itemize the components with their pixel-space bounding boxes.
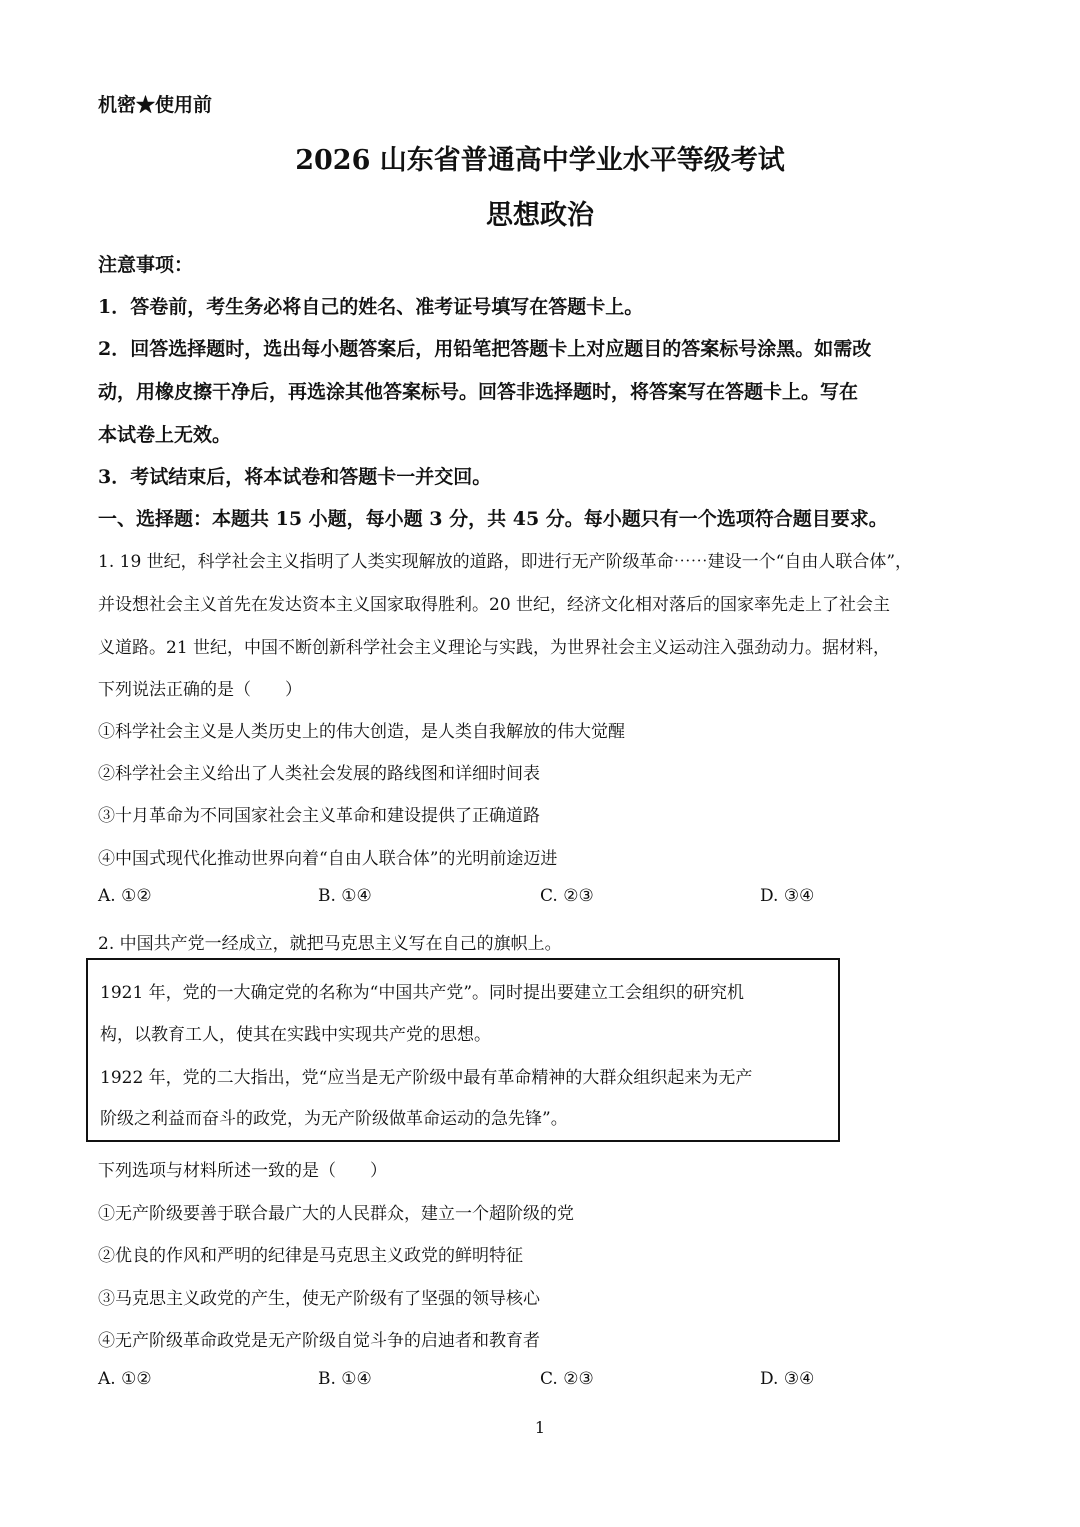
q1-statement-3: ③十月革命为不同国家社会主义革命和建设提供了正确道路 (98, 806, 540, 826)
section-heading: 一、选择题：本题共 15 小题，每小题 3 分，共 45 分。每小题只有一个选项符合题目要求。 (98, 508, 888, 530)
q2-stem: 2. 中国共产党一经成立，就把马克思主义写在自己的旗帜上。 (98, 934, 562, 954)
q1-statement-4: ④中国式现代化推动世界向着“自由人联合体”的光明前途迈进 (98, 849, 558, 869)
q2-question: 下列选项与材料所述一致的是（ ） (98, 1161, 387, 1181)
notice-item-1: 1．答卷前，考生务必将自己的姓名、准考证号填写在答题卡上。 (98, 296, 644, 318)
subject-title: 思想政治 (486, 200, 594, 231)
q2-material-line-2: 构，以教育工人，使其在实践中实现共产党的思想。 (100, 1025, 491, 1045)
notice-item-2-line-3: 本试卷上无效。 (98, 424, 232, 446)
q1-stem-line-2: 并设想社会主义首先在发达资本主义国家取得胜利。20 世纪，经济文化相对落后的国家率先走上了社会主 (98, 595, 891, 615)
q2-option-b: B. ①④ (318, 1369, 372, 1389)
q1-question: 下列说法正确的是（ ） (98, 680, 302, 700)
q2-material-line-4: 阶级之利益而奋斗的政党，为无产阶级做革命运动的急先锋”。 (100, 1109, 568, 1129)
q1-option-d: D. ③④ (760, 886, 815, 906)
q2-material-line-3: 1922 年，党的二大指出，党“应当是无产阶级中最有革命精神的大群众组织起来为无产 (100, 1068, 753, 1088)
notice-item-3: 3．考试结束后，将本试卷和答题卡一并交回。 (98, 466, 492, 488)
q2-option-a: A. ①② (98, 1369, 152, 1389)
q1-option-b: B. ①④ (318, 886, 372, 906)
q2-statement-1: ①无产阶级要善于联合最广大的人民群众，建立一个超阶级的党 (98, 1204, 574, 1224)
notice-item-2-line-1: 2．回答选择题时，选出每小题答案后，用铅笔把答题卡上对应题目的答案标号涂黑。如需改 (98, 338, 872, 360)
q2-option-d: D. ③④ (760, 1369, 815, 1389)
q1-stem-line-3: 义道路。21 世纪，中国不断创新科学社会主义理论与实践，为世界社会主义运动注入强劲动力。据材料， (98, 638, 891, 658)
q2-material-box (86, 958, 840, 1142)
q1-option-c: C. ②③ (540, 886, 594, 906)
q2-statement-2: ②优良的作风和严明的纪律是马克思主义政党的鲜明特征 (98, 1246, 523, 1266)
q1-stem-line-1: 1. 19 世纪，科学社会主义指明了人类实现解放的道路，即进行无产阶级革命⋯⋯建设一个“自由人联合体”， (98, 552, 913, 572)
q2-statement-4: ④无产阶级革命政党是无产阶级自觉斗争的启迪者和教育者 (98, 1331, 540, 1351)
q2-option-c: C. ②③ (540, 1369, 594, 1389)
q1-statement-1: ①科学社会主义是人类历史上的伟大创造，是人类自我解放的伟大觉醒 (98, 722, 625, 742)
exam-title: 2026 山东省普通高中学业水平等级考试 (295, 145, 785, 176)
q1-option-a: A. ①② (98, 886, 152, 906)
q1-statement-2: ②科学社会主义给出了人类社会发展的路线图和详细时间表 (98, 764, 540, 784)
q2-material-line-1: 1921 年，党的一大确定党的名称为“中国共产党”。同时提出要建立工会组织的研究机 (100, 983, 745, 1003)
page-number: 1 (534, 1418, 546, 1437)
notice-heading: 注意事项： (98, 254, 194, 276)
q2-statement-3: ③马克思主义政党的产生，使无产阶级有了坚强的领导核心 (98, 1289, 540, 1309)
confidential-label: 机密★使用前 (98, 94, 213, 116)
notice-item-2-line-2: 动，用橡皮擦干净后，再选涂其他答案标号。回答非选择题时，将答案写在答题卡上。写在 (98, 381, 859, 403)
